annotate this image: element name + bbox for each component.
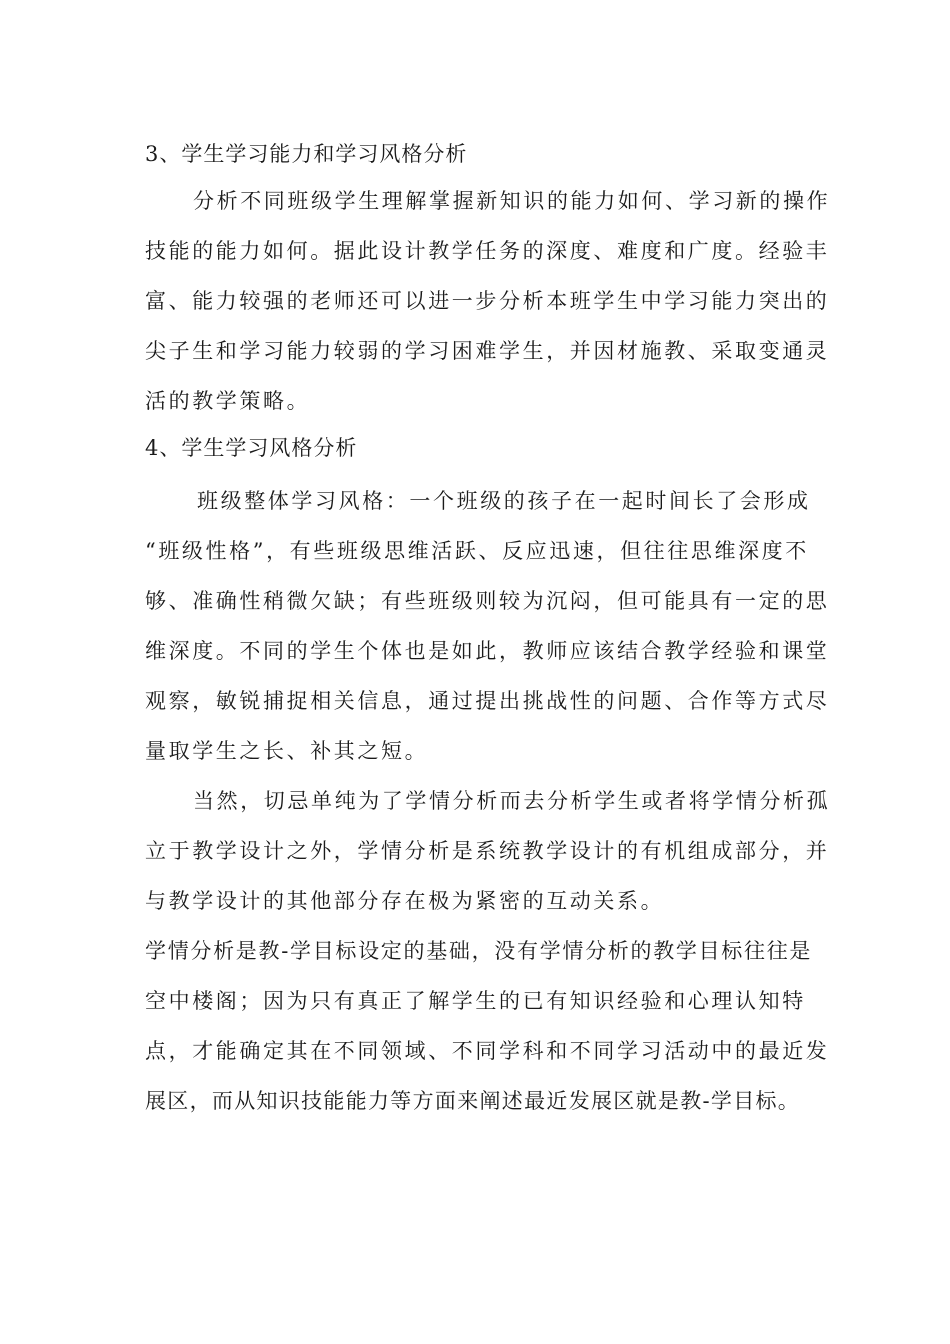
paragraph-line: 维深度。不同的学生个体也是如此，教师应该结合教学经验和课堂 (145, 639, 830, 663)
section-heading-4: 4、学生学习风格分析 (145, 436, 358, 460)
paragraph-line: 分析不同班级学生理解掌握新知识的能力如何、学习新的操作 (193, 189, 831, 213)
paragraph-line: 学情分析是教-学目标设定的基础，没有学情分析的教学目标往往是 (145, 939, 813, 963)
paragraph-line: 技能的能力如何。据此设计教学任务的深度、难度和广度。经验丰 (145, 239, 830, 263)
paragraph-line: 富、能力较强的老师还可以进一步分析本班学生中学习能力突出的 (145, 289, 830, 313)
paragraph-line: 空中楼阁；因为只有真正了解学生的已有知识经验和心理认知特 (145, 989, 806, 1013)
paragraph-line: 与教学设计的其他部分存在极为紧密的互动关系。 (145, 889, 665, 913)
paragraph-line: 点，才能确定其在不同领域、不同学科和不同学习活动中的最近发 (145, 1039, 830, 1063)
paragraph-line: 班级整体学习风格：一个班级的孩子在一起时间长了会形成 (197, 489, 811, 513)
paragraph-line: 当然，切忌单纯为了学情分析而去分析学生或者将学情分析孤 (193, 789, 831, 813)
section-heading-3: 3、学生学习能力和学习风格分析 (145, 142, 468, 166)
paragraph-line: 展区，而从知识技能能力等方面来阐述最近发展区就是教-学目标。 (145, 1089, 801, 1113)
paragraph-line: “班级性格”，有些班级思维活跃、反应迅速，但往往思维深度不 (145, 539, 809, 563)
paragraph-line: 观察，敏锐捕捉相关信息，通过提出挑战性的问题、合作等方式尽 (145, 689, 830, 713)
paragraph-line: 活的教学策略。 (145, 389, 311, 413)
paragraph-line: 立于教学设计之外，学情分析是系统教学设计的有机组成部分，并 (145, 839, 830, 863)
paragraph-line: 尖子生和学习能力较弱的学习困难学生，并因材施教、采取变通灵 (145, 339, 830, 363)
paragraph-line: 量取学生之长、补其之短。 (145, 739, 429, 763)
paragraph-line: 够、准确性稍微欠缺；有些班级则较为沉闷，但可能具有一定的思 (145, 589, 830, 613)
